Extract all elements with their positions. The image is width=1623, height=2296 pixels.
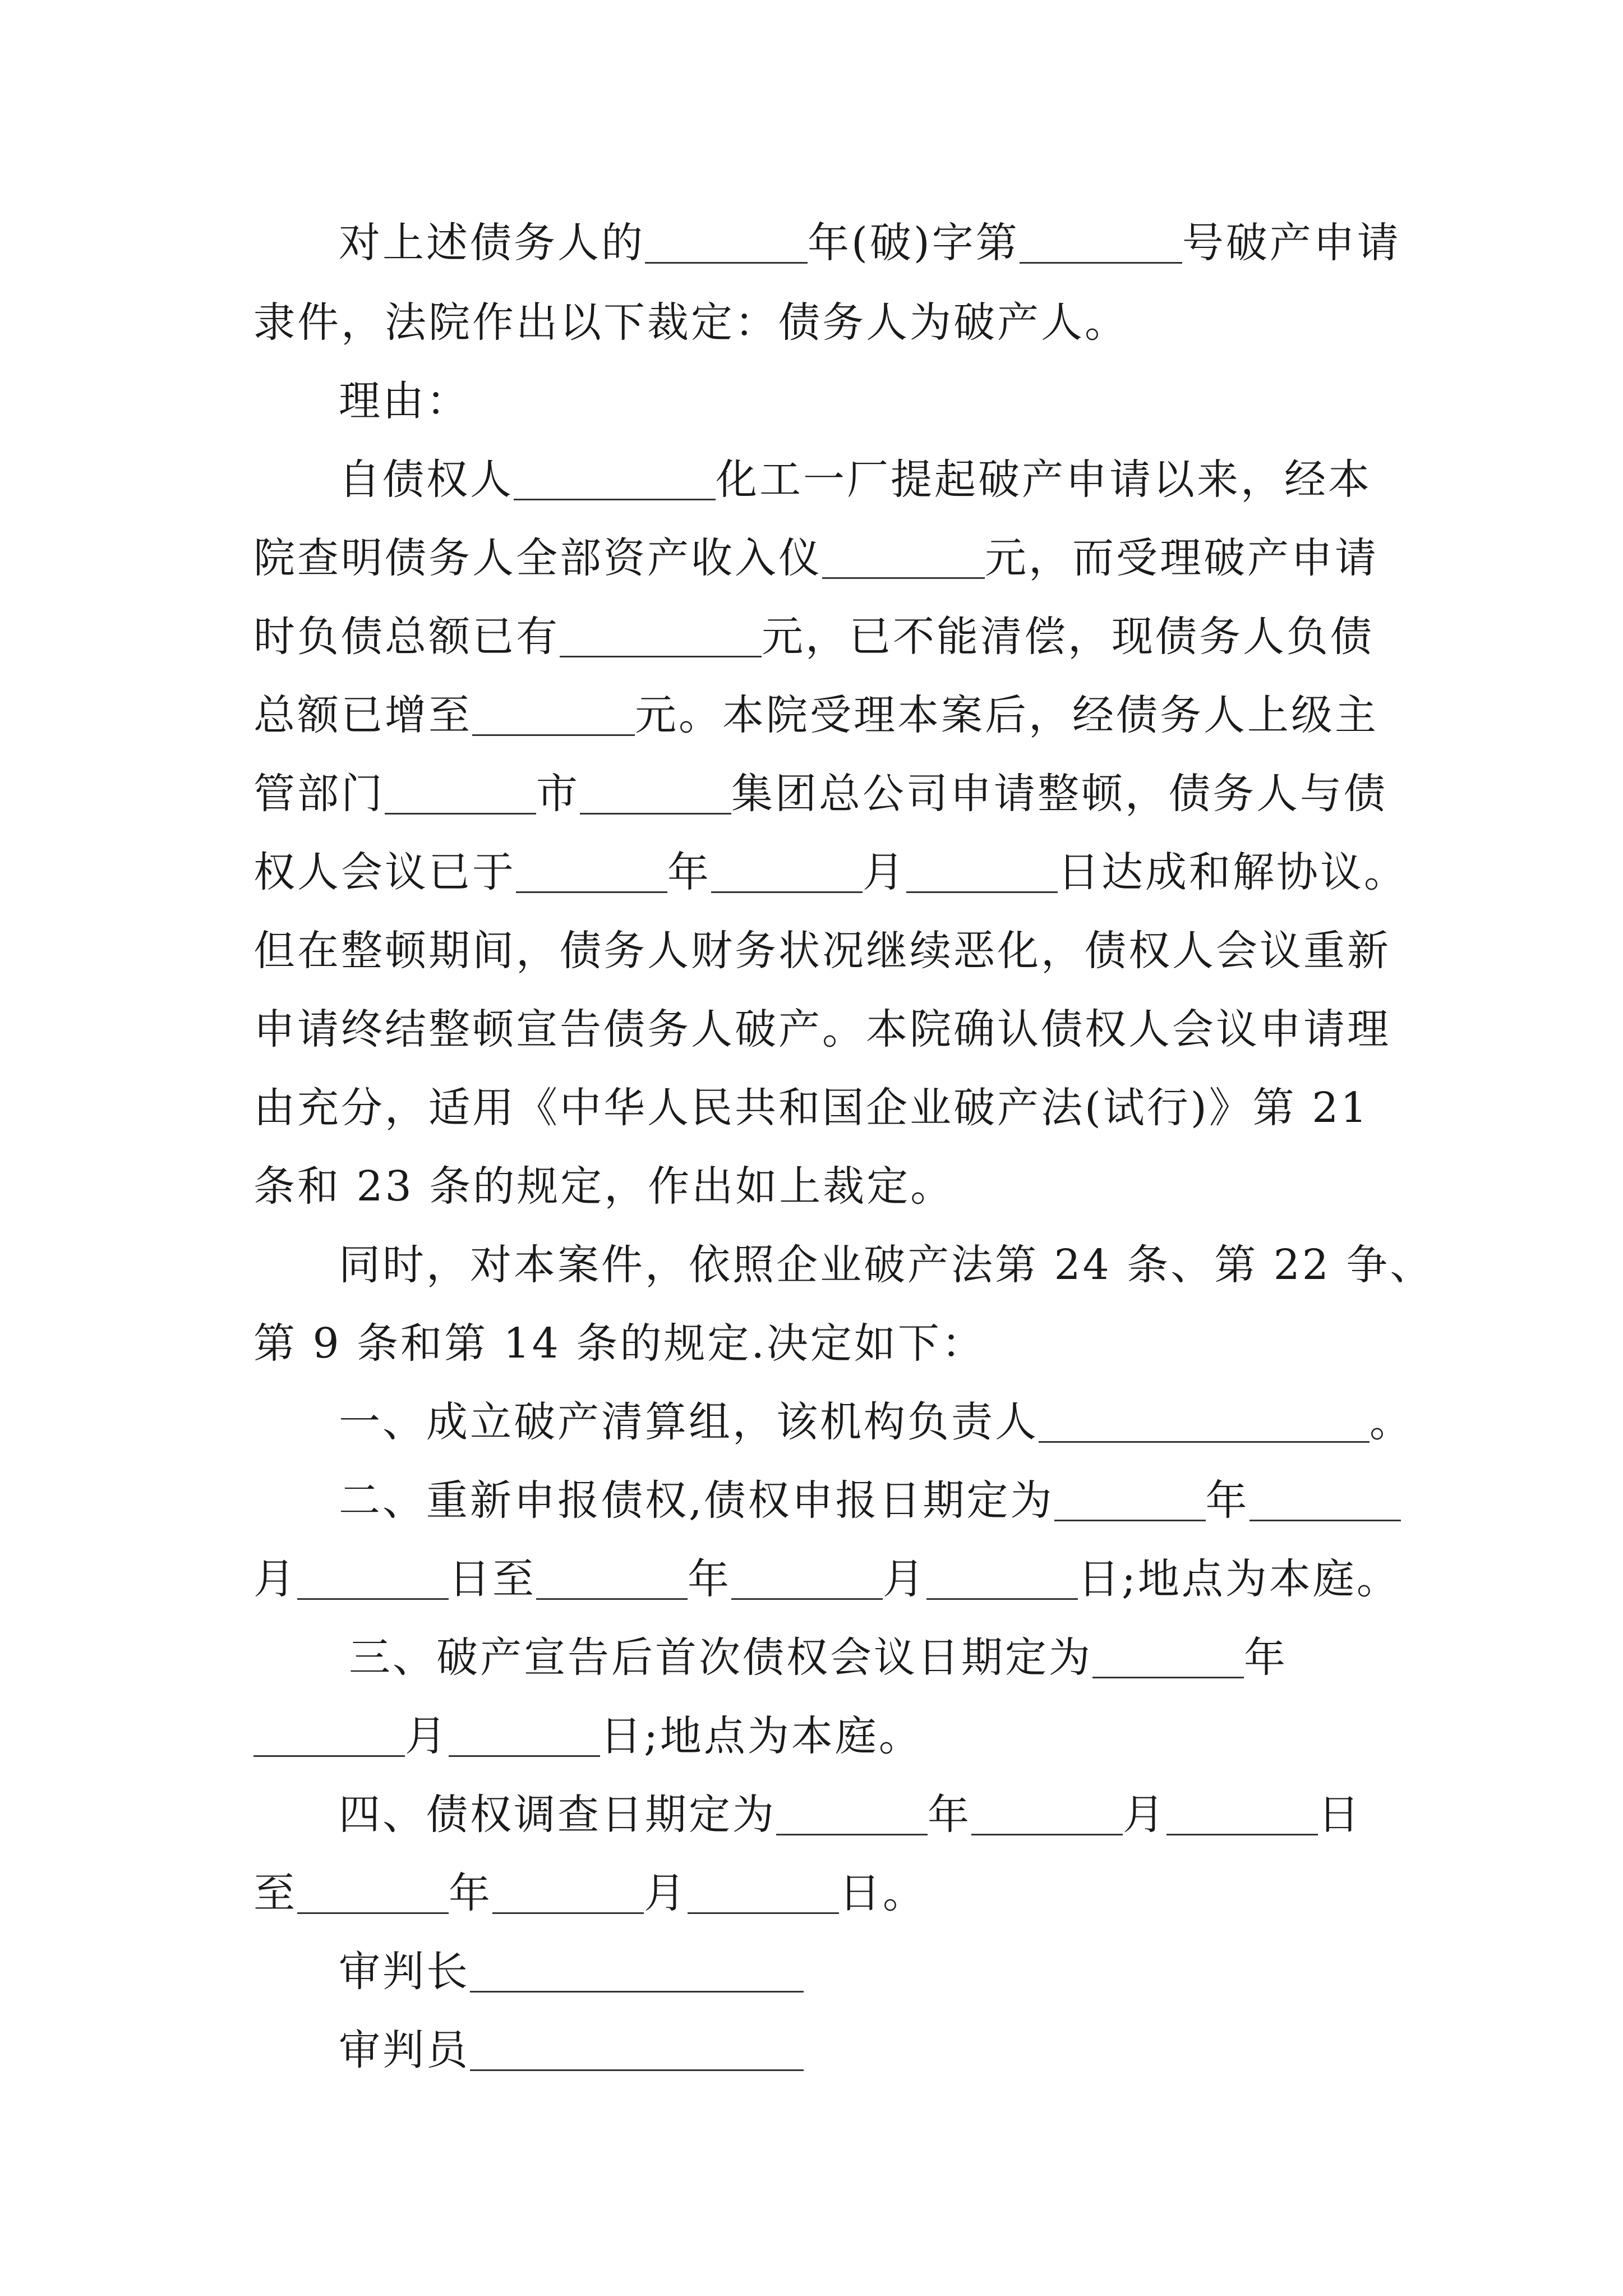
text-segment: 对上述债务人的: [339, 219, 645, 267]
decision-item: [253, 1391, 1413, 1453]
text-segment: 至: [253, 1869, 297, 1917]
text-segment: 权人会议已于: [253, 848, 516, 896]
text-segment: 二、重新申报债权,债权申报日期定为: [339, 1476, 1054, 1525]
fill-in-blank: [1054, 1478, 1206, 1521]
paragraph-line: [253, 1156, 1403, 1217]
text-segment: 月: [644, 1869, 688, 1917]
fill-in-blank: [492, 1871, 644, 1914]
text-segment: 隶件，法院作出以下裁定：债务人为破产人。: [253, 298, 1128, 347]
text-segment: 理由：: [339, 377, 470, 425]
text-segment: 管部门: [253, 770, 385, 818]
fill-in-blank: [385, 771, 536, 815]
fill-in-blank: [1020, 220, 1182, 264]
signature-blank: [470, 2028, 804, 2071]
paragraph-line: [253, 527, 1403, 589]
fill-in-blank: [822, 536, 985, 579]
fill-in-blank: [1249, 1478, 1401, 1521]
text-segment: 总额已增至: [253, 691, 472, 739]
paragraph-line: [253, 1705, 1403, 1767]
text-segment: 月: [253, 1555, 297, 1603]
paragraph-line: [253, 999, 1403, 1060]
paragraph-line: [253, 449, 1403, 510]
fill-in-blank: [514, 457, 716, 500]
fill-in-blank: [645, 220, 808, 264]
section-heading: [253, 370, 1403, 432]
paragraph-line: [253, 1548, 1403, 1610]
text-segment: 年: [928, 1791, 971, 1839]
paragraph-line: [253, 212, 1403, 274]
text-segment: 院查明债务人全部资产收入仪: [253, 534, 822, 582]
text-segment: 月: [863, 848, 906, 896]
fill-in-blank: [297, 1871, 449, 1914]
text-segment: 月: [405, 1712, 449, 1760]
fill-in-blank: [776, 1792, 928, 1835]
text-segment: 月: [883, 1555, 926, 1603]
fill-in-blank: [731, 1557, 883, 1600]
text-segment: 年: [449, 1869, 492, 1917]
text-segment: 化工一厂提起破产申请以来，经本: [716, 455, 1372, 504]
fill-in-blank: [1039, 1400, 1370, 1443]
fill-in-blank: [926, 1557, 1078, 1600]
text-segment: 元。本院受理本案后，经债务人上级主: [635, 691, 1378, 739]
paragraph-line: [253, 841, 1408, 903]
fill-in-blank: [253, 1714, 405, 1757]
paragraph-line: [253, 763, 1403, 825]
text-segment: 市: [536, 770, 580, 818]
text-segment: 由充分，适用《中华人民共和国企业破产法(试行)》第 21: [253, 1084, 1370, 1132]
fill-in-blank: [971, 1792, 1123, 1835]
fill-in-blank: [711, 850, 863, 893]
paragraph-line: [253, 606, 1403, 668]
text-segment: 同时，对本案件，依照企业破产法第 24 条、第 22 争、: [339, 1241, 1434, 1289]
signature-label: 审判长: [339, 1948, 470, 1996]
signature-label: 审判员: [339, 2026, 470, 2074]
text-segment: 日: [1318, 1791, 1362, 1839]
fill-in-blank: [560, 614, 762, 657]
fill-in-blank: [1092, 1635, 1244, 1678]
text-segment: 申请终结整顿宣告债务人破产。本院确认债权人会议申请理: [253, 1005, 1391, 1053]
text-segment: 日至: [449, 1555, 536, 1603]
fill-in-blank: [516, 850, 667, 893]
text-segment: 年: [688, 1555, 731, 1603]
fill-in-blank: [536, 1557, 688, 1600]
text-segment: 条和 23 条的规定，作出如上裁定。: [253, 1162, 955, 1211]
decision-item: [253, 1784, 1403, 1846]
text-segment: 月: [1123, 1791, 1166, 1839]
signature-blank: [470, 1949, 804, 1993]
signature-line: [253, 2019, 1403, 2081]
text-segment: 号破产申请: [1182, 219, 1401, 267]
text-segment: 三、破产宣告后首次债权会议日期定为: [349, 1634, 1092, 1682]
fill-in-blank: [297, 1557, 449, 1600]
paragraph-line: [253, 1234, 1434, 1296]
fill-in-blank: [688, 1871, 839, 1914]
paragraph-line: [253, 1313, 1403, 1374]
signature-line: [253, 1941, 1403, 2003]
text-segment: 元，已不能清偿，现债务人负债: [762, 613, 1374, 661]
text-segment: 年(破)字第: [808, 219, 1020, 267]
text-segment: 日。: [839, 1869, 926, 1917]
paragraph-line: [253, 684, 1403, 746]
text-segment: 日;地点为本庭。: [600, 1712, 923, 1760]
text-segment: 年: [1244, 1634, 1288, 1682]
text-segment: 日;地点为本庭。: [1078, 1555, 1400, 1603]
paragraph-line: [253, 1077, 1403, 1139]
text-segment: 元，而受理破产申请: [985, 534, 1378, 582]
decision-item: [253, 1470, 1403, 1531]
text-segment: 年: [1205, 1476, 1249, 1525]
text-segment: 。: [1370, 1398, 1413, 1446]
text-segment: 年: [667, 848, 711, 896]
paragraph-line: [253, 292, 1403, 353]
text-segment: 自债权人: [339, 455, 514, 504]
text-segment: 日达成和解协议。: [1058, 848, 1408, 896]
fill-in-blank: [580, 771, 731, 815]
decision-item: [253, 1627, 1403, 1688]
fill-in-blank: [1166, 1792, 1318, 1835]
text-segment: 集团总公司申请整顿，债务人与债: [731, 770, 1387, 818]
text-segment: 四、债权调查日期定为: [339, 1791, 776, 1839]
text-segment: 第 9 条和第 14 条的规定.决定如下：: [253, 1319, 985, 1368]
fill-in-blank: [906, 850, 1058, 893]
text-segment: 一、成立破产清算组，该机构负责人: [339, 1398, 1039, 1446]
text-segment: 时负债总额已有: [253, 613, 560, 661]
fill-in-blank: [449, 1714, 600, 1757]
text-segment: 但在整顿期间，债务人财务状况继续恶化，债权人会议重新: [253, 927, 1391, 975]
paragraph-line: [253, 1862, 1403, 1924]
fill-in-blank: [472, 693, 635, 736]
paragraph-line: [253, 920, 1403, 982]
